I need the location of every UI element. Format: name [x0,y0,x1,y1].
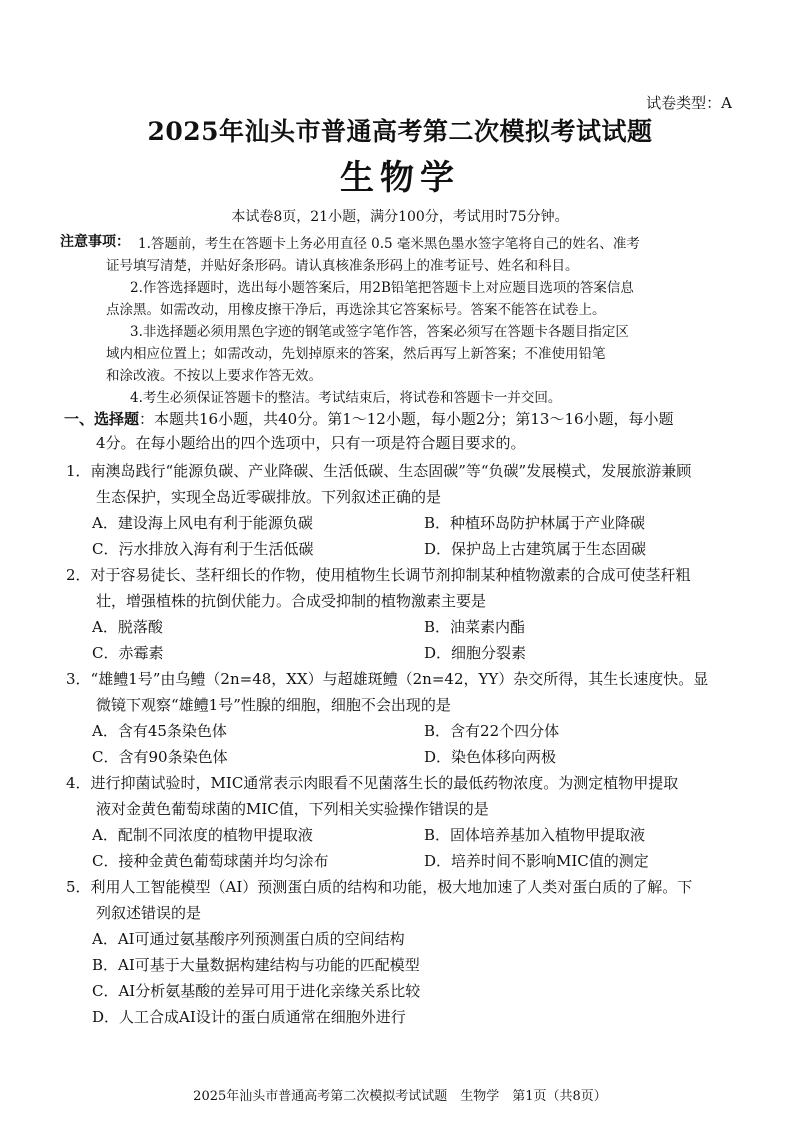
question-stem: 2．对于容易徒长、茎秆细长的作物，使用植物生长调节剂抑制某种植物激素的合成可使茎秆粗 [66,566,691,584]
option-b: B．含有22个四分体 [424,722,560,740]
option-a: A．脱落酸 [92,618,163,636]
question-stem-cont: 微镜下观察“雄鳢1号”性腺的细胞，细胞不会出现的是 [96,696,451,714]
note-line: 4.考生必须保证答题卡的整洁。考试结束后，将试卷和答题卡一并交回。 [130,390,562,406]
question-stem: 3．“雄鳢1号”由乌鳢（2n=48，XX）与超雄斑鳢（2n=42，YY）杂交所得，其生长速度快。显 [66,670,709,688]
note-line: 1.答题前，考生在答题卡上务必用直径 0.5 毫米黑色墨水签字笔将自己的姓名、准考 [138,236,640,252]
note-line: 域内相应位置上；如需改动，先划掉原来的答案，然后再写上新答案；不准使用铅笔 [106,346,606,362]
option-a: A．配制不同浓度的植物甲提取液 [92,826,313,844]
option-b: B．种植环岛防护林属于产业降碳 [424,514,646,532]
option-a: A．AI可通过氨基酸序列预测蛋白质的空间结构 [92,930,405,948]
option-d: D．人工合成AI设计的蛋白质通常在细胞外进行 [92,1008,406,1026]
exam-title: 2025年汕头市普通高考第二次模拟考试试题 [147,117,653,146]
option-a: A．含有45条染色体 [92,722,227,740]
option-b: B．固体培养基加入植物甲提取液 [424,826,646,844]
option-c: C．赤霉素 [92,644,164,662]
question-stem-cont: 液对金黄色葡萄球菌的MIC值，下列相关实验操作错误的是 [96,800,489,818]
question-stem-cont: 生态保护，实现全岛近零碳排放。下列叙述正确的是 [96,488,442,506]
question-stem: 4．进行抑菌试验时，MIC通常表示肉眼看不见菌落生长的最低药物浓度。为测定植物甲提取 [66,774,679,792]
note-line: 和涂改液。不按以上要求作答无效。 [106,368,322,384]
option-d: D．培养时间不影响MIC值的测定 [424,852,649,870]
question-stem: 5．利用人工智能模型（AI）预测蛋白质的结构和功能，极大地加速了人类对蛋白质的了解。下 [66,878,693,896]
paper-type-label: 试卷类型：A [646,94,732,112]
option-b: B．油菜素内酯 [424,618,526,636]
option-c: C．含有90条染色体 [92,748,228,766]
note-line: 3.非选择题必须用黑色字迹的钢笔或签字笔作答，答案必须写在答题卡各题目指定区 [130,324,629,340]
section-desc: ：本题共16小题，共40分。第1～12小题，每小题2分；第13～16小题，每小题 [139,410,674,428]
option-c: C．AI分析氨基酸的差异可用于进化亲缘关系比较 [92,982,421,1000]
question-stem-cont: 列叙述错误的是 [96,904,202,922]
question-stem: 1．南澳岛践行“能源负碳、产业降碳、生活低碳、生态固碳”等“负碳”发展模式，发展旅游兼顾 [66,462,692,480]
option-c: C．污水排放入海有利于生活低碳 [92,540,314,558]
question-stem-cont: 壮，增强植株的抗倒伏能力。合成受抑制的植物激素主要是 [96,592,487,610]
note-line: 点涂黑。如需改动，用橡皮擦干净后，再选涂其它答案标号。答案不能答在试卷上。 [106,302,606,318]
section-desc-cont: 4分。在每小题给出的四个选项中，只有一项是符合题目要求的。 [96,434,526,452]
option-c: C．接种金黄色葡萄球菌并均匀涂布 [92,852,329,870]
note-line: 2.作答选择题时，选出每小题答案后，用2B铅笔把答题卡上对应题目选项的答案信息 [130,280,634,296]
section-heading [64,408,674,429]
option-d: D．染色体移向两极 [424,748,557,766]
section-label: 一、选择题 [64,410,140,428]
exam-intro: 本试卷8页，21小题，满分100分，考试用时75分钟。 [231,209,569,225]
subject-title: 生物学 [340,158,460,198]
page-footer: 2025年汕头市普通高考第二次模拟考试试题 生物学 第1页（共8页） [193,1089,607,1104]
option-b: B．AI可基于大量数据构建结构与功能的匹配模型 [92,956,420,974]
notes-heading: 注意事项： [60,234,130,250]
option-d: D．保护岛上古建筑属于生态固碳 [424,540,647,558]
option-d: D．细胞分裂素 [424,644,527,662]
option-a: A．建设海上风电有利于能源负碳 [92,514,313,532]
note-line: 证号填写清楚，并贴好条形码。请认真核准条形码上的准考证号、姓名和科目。 [106,258,579,274]
